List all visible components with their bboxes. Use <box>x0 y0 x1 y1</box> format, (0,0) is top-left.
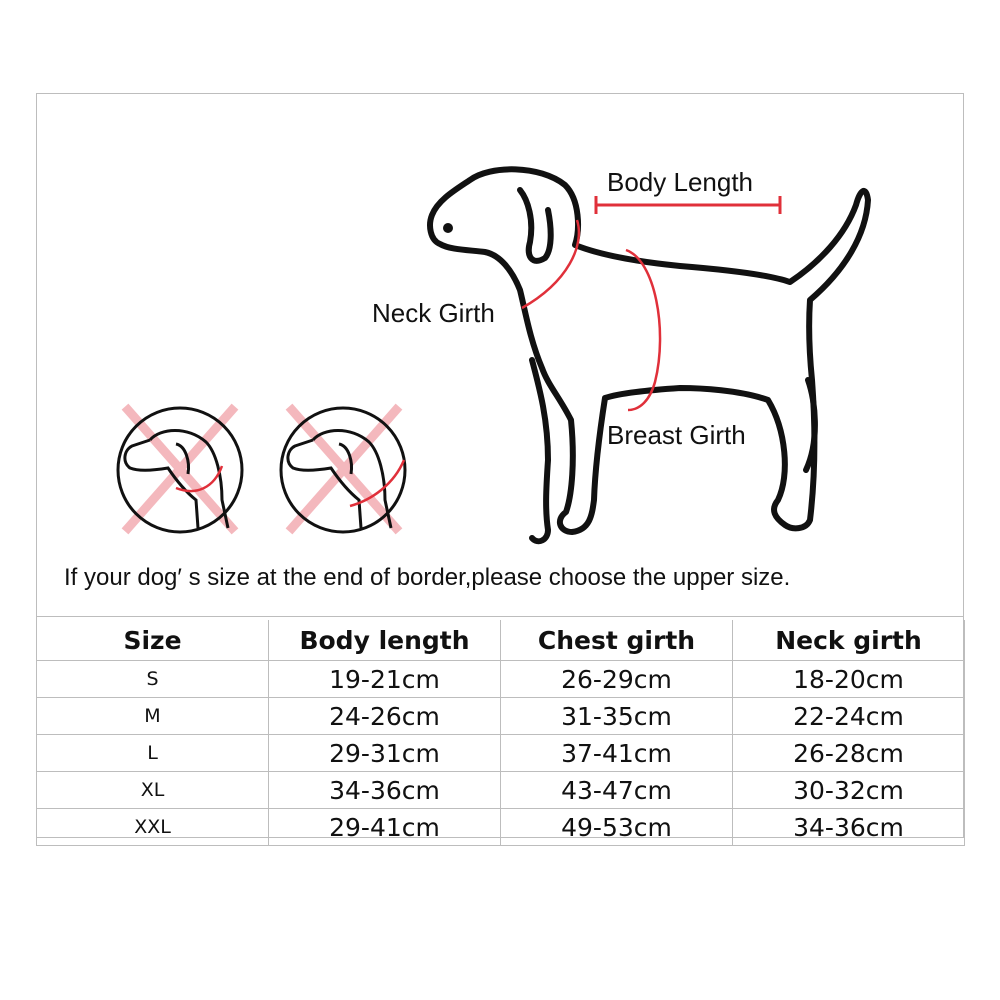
chest-girth-cell: 31-35cm <box>501 698 733 735</box>
sizing-note: If your dog′ s size at the end of border,please choose the upper size. <box>64 564 791 591</box>
header-size: Size <box>37 620 269 661</box>
size-cell: XL <box>37 772 269 809</box>
body-length-cell: 34-36cm <box>269 772 501 809</box>
dog-outline <box>430 169 868 541</box>
table-row <box>37 698 965 735</box>
body-length-cell: 19-21cm <box>269 661 501 698</box>
table-row <box>37 661 965 698</box>
table-header-row <box>37 620 965 661</box>
breast-girth-marker <box>626 250 660 410</box>
breast-girth-label: Breast Girth <box>607 420 746 450</box>
neck-girth-cell: 34-36cm <box>733 809 965 846</box>
size-cell: XXL <box>37 809 269 846</box>
neck-girth-label: Neck Girth <box>372 298 495 328</box>
body-length-cell: 29-31cm <box>269 735 501 772</box>
body-length-marker <box>596 196 780 214</box>
neck-girth-cell: 22-24cm <box>733 698 965 735</box>
chest-girth-cell: 26-29cm <box>501 661 733 698</box>
neck-girth-cell: 26-28cm <box>733 735 965 772</box>
size-cell: L <box>37 735 269 772</box>
size-cell: M <box>37 698 269 735</box>
header-body-length: Body length <box>269 620 501 661</box>
dog-nose-icon <box>443 223 453 233</box>
header-chest-girth: Chest girth <box>501 620 733 661</box>
table-row <box>37 735 965 772</box>
chest-girth-cell: 49-53cm <box>501 809 733 846</box>
wrong-measure-example-2 <box>281 408 405 532</box>
chest-girth-cell: 37-41cm <box>501 735 733 772</box>
wrong-measure-example-1 <box>118 408 242 532</box>
body-length-cell: 29-41cm <box>269 809 501 846</box>
size-table <box>36 620 965 846</box>
body-length-label: Body Length <box>607 167 754 197</box>
table-row <box>37 809 965 846</box>
chest-girth-cell: 43-47cm <box>501 772 733 809</box>
header-neck-girth: Neck girth <box>733 620 965 661</box>
table-row <box>37 772 965 809</box>
neck-girth-cell: 18-20cm <box>733 661 965 698</box>
body-length-cell: 24-26cm <box>269 698 501 735</box>
neck-girth-cell: 30-32cm <box>733 772 965 809</box>
size-cell: S <box>37 661 269 698</box>
